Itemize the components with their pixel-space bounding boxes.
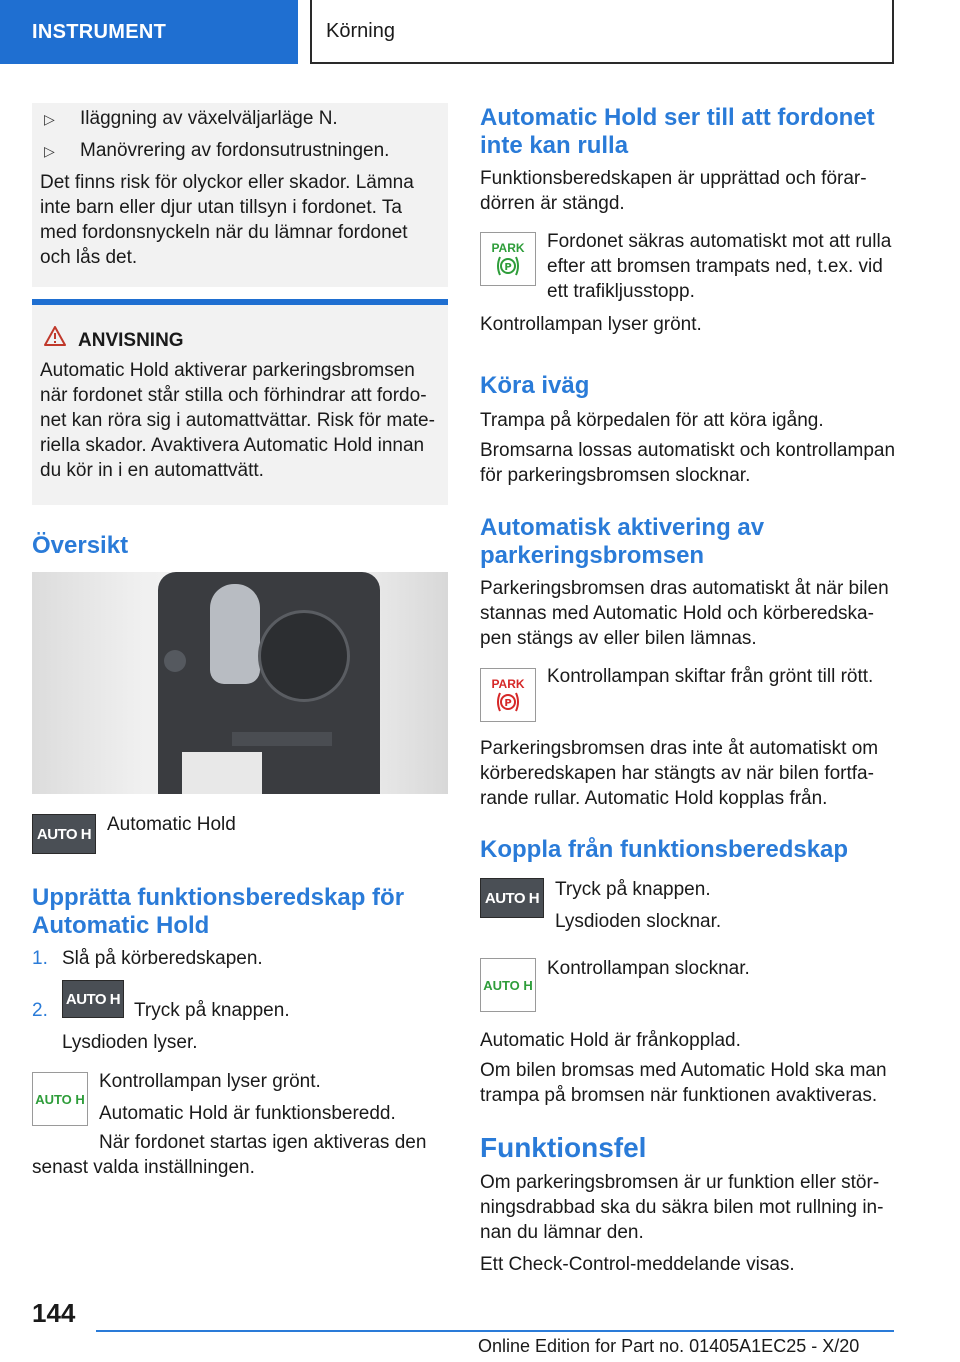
park-text: Fordonet säkras automatiskt mot att rulla efter att bromsen trampats ned, t.ex. vid ett trafikljusstopp. [547,231,892,302]
deactivated-text: Om bilen bromsas med Automatic Hold ska man trampa på bromsen när funktionen avaktiveras. [480,1060,887,1106]
chapter-title: Körning [326,19,395,42]
auto-activation-text: Parkeringsbromsen dras automatiskt åt när bilen stannas med Automatic Hold och körberedska- pen stängs av eller bilen lämnas. [480,578,889,649]
triangle-bullet-icon: ▷ [44,143,55,159]
park-brake-symbol-icon [495,255,521,277]
section-tab [0,0,298,64]
bullet-item: ▷ Iläggning av växelväljarläge N. [44,106,338,132]
deactivated-text: Automatic Hold är frånkopplad. [480,1030,741,1051]
triangle-bullet-icon: ▷ [44,111,55,127]
park-brake-symbol-icon [495,691,521,713]
deactivate-text: Tryck på knappen. Lysdioden slocknar. [555,879,722,932]
lamp-text: Kontrollampan lyser grönt. Automatic Hold är funktionsberedd. [99,1071,396,1124]
notice-title: ANVISNING [78,330,184,351]
lamp-off-text: Kontrollampan slocknar. [547,958,750,979]
step-text: Slå på körberedskapen. [62,948,263,969]
page-number: 144 [32,1298,76,1328]
section-title: INSTRUMENT [32,20,167,43]
park-red-text: Kontrollampan skiftar från grönt till rött. [547,666,874,687]
fault-text: Ett Check-Control-meddelande visas. [480,1254,795,1275]
led-text: Lysdioden lyser. [62,1032,198,1053]
edition-text: Online Edition for Part no. 01405A1EC25 - X/20 [478,1336,860,1356]
bullet-item: ▷ Manövrering av fordonsutrustningen. [44,138,389,164]
notice-text: Automatic Hold aktiverar parkeringsbromsen när fordonet står stilla och förhindrar att fordo- net kan röra sig i automattvättar. Risk för mate- riella skador. Avaktivera Automatic Hold innan du kör in i en automattvätt. [40,360,435,481]
park-lamp-green-icon: PARK P [480,232,536,286]
auto-hold-button-icon: AUTO H [480,878,544,918]
setup-heading: Upprätta funktionsberedskap för Automatic Hold [32,884,405,939]
step-number: 2. [32,1000,48,1021]
chapter-tab [310,0,894,64]
hold-heading: Automatic Hold ser till att fordonet inte kan rulla [480,104,875,159]
center-console-photo [32,572,448,794]
step-text: Tryck på knappen. [134,1000,290,1021]
auto-activation-heading: Automatisk aktivering av parkeringsbromsen [480,514,765,569]
footer-rule [96,1330,894,1332]
auto-hold-label: Automatic Hold [107,814,236,835]
step-number: 1. [32,948,48,969]
deactivate-heading: Koppla från funktionsberedskap [480,836,849,863]
hold-text: Funktionsberedskapen är upprättad och förar- dörren är stängd. [480,168,867,214]
drive-heading: Köra iväg [480,372,590,399]
auto-hold-button-icon: AUTO H [32,814,96,854]
auto-hold-lamp-off-icon: AUTO H [480,958,536,1012]
lamp-green-text: Kontrollampan lyser grönt. [480,314,702,335]
drive-text: Bromsarna lossas automatiskt och kontrollampan för parkeringsbromsen slocknar. [480,440,896,486]
auto-hold-lamp-green-icon: AUTO H [32,1072,88,1126]
risk-text: Det finns risk för olyckor eller skador. Lämna inte barn eller djur utan tillsyn i fordonet. Ta med fordonsnyckeln när du lämnar fordonet och lås det. [40,172,414,268]
fault-text: Om parkeringsbromsen är ur funktion eller stör- ningsdrabbad ska du säkra bilen mot rullning in- nan du lämnar den. [480,1172,884,1243]
svg-text:P: P [504,261,512,273]
lamp-text: När fordonet startas igen aktiveras den senast valda inställningen. [32,1132,427,1178]
svg-text:P: P [504,697,512,709]
not-auto-text: Parkeringsbromsen dras inte åt automatiskt om körberedskapen har stängts av när bilen fortfa- rande rullar. Automatic Hold kopplas från. [480,738,879,809]
warning-icon [44,326,66,351]
park-lamp-red-icon: PARK P [480,668,536,722]
overview-heading: Översikt [32,532,129,559]
fault-heading: Funktionsfel [480,1132,647,1163]
auto-hold-button-icon: AUTO H [62,980,124,1018]
drive-text: Trampa på körpedalen för att köra igång. [480,410,824,431]
